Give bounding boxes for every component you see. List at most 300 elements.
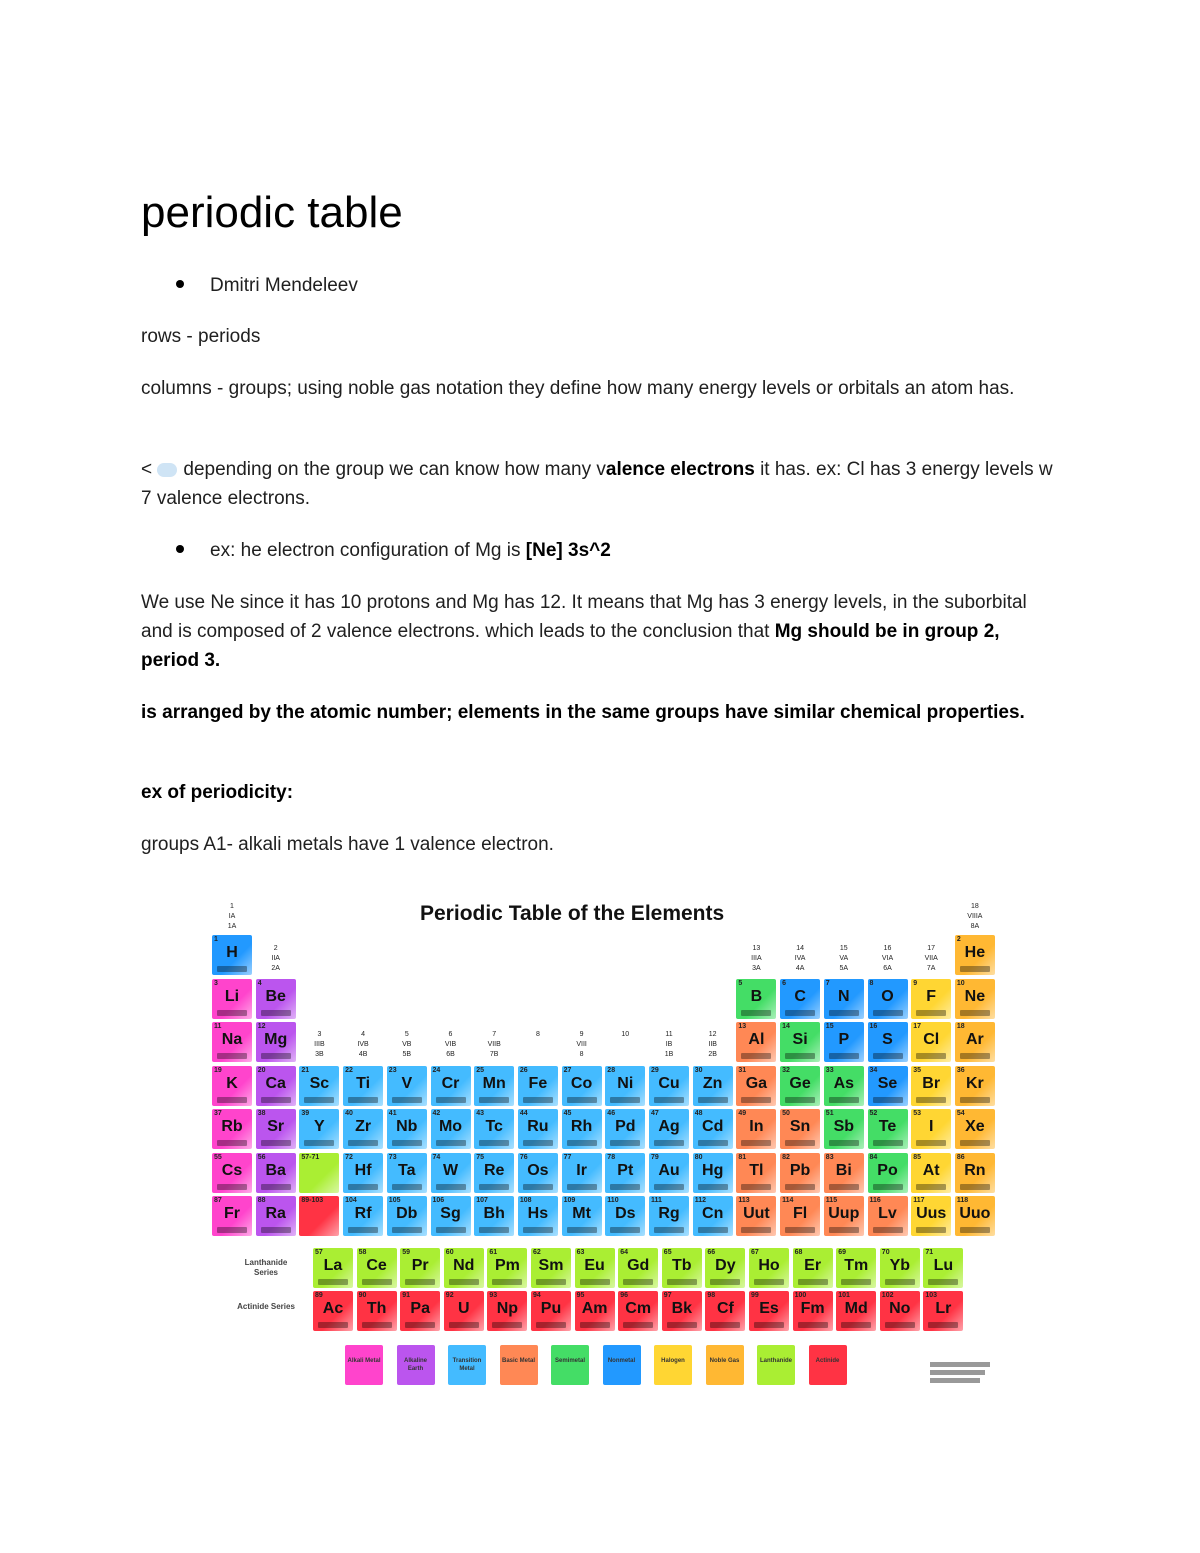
element-cell	[911, 1022, 951, 1062]
atomic-number: 117	[913, 1197, 925, 1204]
element-cell	[474, 1066, 514, 1106]
element-symbol: Te	[878, 1118, 897, 1135]
element-name-mark	[261, 1010, 291, 1016]
element-cell	[299, 1066, 339, 1106]
atomic-number: 73	[388, 1153, 397, 1161]
atomic-number: 103	[925, 1292, 938, 1299]
element-symbol: Fe	[528, 1074, 548, 1092]
atomic-number: 27	[563, 1066, 572, 1074]
element-symbol: Ag	[658, 1118, 680, 1135]
element-name-mark	[610, 1140, 640, 1146]
atomic-number: 93	[489, 1292, 498, 1299]
atomic-number: 113	[738, 1197, 750, 1204]
element-name-mark	[405, 1322, 435, 1328]
atomic-number: 56	[257, 1153, 266, 1161]
element-cell	[212, 1022, 252, 1062]
group-header: 12 IIB 2B	[708, 1031, 717, 1058]
element-cell	[749, 1291, 789, 1331]
element-name-mark	[960, 966, 990, 972]
element-cell	[868, 1109, 908, 1149]
element-symbol: Zr	[355, 1118, 372, 1135]
atomic-number: 64	[620, 1249, 628, 1256]
element-name-mark	[873, 1010, 903, 1016]
element-name-mark	[873, 1053, 903, 1059]
element-symbol: H	[226, 944, 238, 961]
element-name-mark	[841, 1322, 871, 1328]
element-name-mark	[436, 1184, 466, 1190]
element-symbol: Cs	[221, 1161, 243, 1179]
element-cell	[313, 1291, 353, 1331]
element-symbol: Ir	[576, 1161, 587, 1179]
element-name-mark	[523, 1227, 553, 1233]
atomic-number: 51	[825, 1110, 834, 1117]
element-cell	[256, 1022, 296, 1062]
element-name-mark	[567, 1227, 597, 1233]
arranged-paragraph	[141, 698, 1061, 727]
element-name-mark	[536, 1322, 566, 1328]
bullet-mg-config	[176, 536, 611, 565]
arranged-bold: is arranged by the atomic number; elements in the same groups have similar chemical properties.	[141, 702, 1025, 723]
atomic-number: 2	[956, 936, 961, 943]
element-symbol: Ga	[745, 1074, 768, 1092]
atomic-number: 54	[956, 1110, 965, 1117]
atomic-number: 114	[782, 1197, 794, 1204]
element-cell	[749, 1248, 789, 1288]
group-header: 17 VIIA 7A	[924, 945, 938, 972]
element-symbol: K	[226, 1074, 238, 1092]
element-name-mark	[785, 1227, 815, 1233]
element-cell	[212, 1196, 252, 1236]
element-symbol: Uus	[916, 1205, 947, 1222]
element-name-mark	[217, 1053, 247, 1059]
group-header: 1 IA 1A	[227, 903, 237, 930]
atomic-number: 98	[707, 1292, 716, 1299]
element-cell	[868, 1066, 908, 1106]
atomic-number: 8	[869, 979, 874, 987]
element-symbol: Ba	[265, 1161, 286, 1179]
element-cell	[780, 1022, 820, 1062]
atomic-number: 32	[782, 1066, 790, 1074]
element-cell	[387, 1153, 427, 1193]
element-name-mark	[829, 1184, 859, 1190]
element-cell	[431, 1153, 471, 1193]
element-cell	[605, 1066, 645, 1106]
atomic-number: 38	[257, 1110, 266, 1117]
element-symbol: Po	[877, 1161, 898, 1179]
element-cell	[531, 1248, 571, 1288]
element-symbol: Pm	[494, 1257, 520, 1274]
element-symbol: Be	[265, 987, 286, 1005]
element-symbol: Hs	[527, 1205, 549, 1222]
bullet-text: ex: he electron configuration of Mg is	[210, 540, 526, 561]
element-cell	[212, 1066, 252, 1106]
element-symbol: Zn	[702, 1074, 723, 1092]
atomic-number: 5	[738, 979, 743, 987]
element-name-mark	[362, 1322, 392, 1328]
ne-text: We use Ne since it has 10 protons and Mg has 12. It means that Mg has 3 energy levels, in the suborbital and is composed of 2 valence electrons. which leads to the conclusion that	[141, 592, 1027, 642]
legend-swatch-basic: Basic Metal	[500, 1345, 538, 1385]
element-name-mark	[916, 1140, 946, 1146]
element-name-mark	[741, 1184, 771, 1190]
atomic-number: 37	[214, 1110, 222, 1117]
element-name-mark	[217, 1227, 247, 1233]
atomic-number: 31	[738, 1066, 747, 1074]
element-name-mark	[785, 1097, 815, 1103]
element-cell	[518, 1153, 558, 1193]
atomic-number: 86	[956, 1153, 965, 1161]
element-cell	[256, 979, 296, 1019]
legend-swatch-lanthanide: Lanthanide	[757, 1345, 795, 1385]
legend-swatch-semimetal: Semimetal	[551, 1345, 589, 1385]
periodicity-bold: ex of periodicity:	[141, 782, 294, 803]
element-symbol: Xe	[965, 1118, 985, 1135]
element-cell	[911, 979, 951, 1019]
atomic-number: 9	[913, 979, 918, 987]
element-name-mark	[567, 1184, 597, 1190]
element-symbol: S	[882, 1031, 893, 1048]
element-name-mark	[392, 1097, 422, 1103]
element-name-mark	[698, 1184, 728, 1190]
element-name-mark	[436, 1097, 466, 1103]
legend-swatch-alkali: Alkali Metal	[345, 1345, 383, 1385]
element-name-mark	[829, 1097, 859, 1103]
element-cell	[313, 1248, 353, 1288]
element-cell	[487, 1291, 527, 1331]
element-name-mark	[405, 1279, 435, 1285]
atomic-number: 92	[445, 1292, 454, 1299]
element-cell	[387, 1109, 427, 1149]
element-cell	[662, 1291, 702, 1331]
lanthanide-series-label: Lanthanide Series	[244, 1258, 288, 1277]
periodicity-heading	[141, 778, 1061, 807]
element-name-mark	[698, 1097, 728, 1103]
atomic-number: 77	[563, 1153, 572, 1161]
atomic-number: 61	[489, 1249, 498, 1256]
element-name-mark	[610, 1184, 640, 1190]
legend-swatch-actinide: Actinide	[809, 1345, 847, 1385]
element-symbol: Bh	[483, 1205, 505, 1222]
element-name-mark	[449, 1279, 479, 1285]
element-name-mark	[261, 1184, 291, 1190]
element-cell	[736, 1196, 776, 1236]
element-cell	[562, 1109, 602, 1149]
valence-bold: alence electrons	[605, 459, 755, 480]
atomic-number: 95	[576, 1292, 585, 1299]
atomic-number: 82	[782, 1153, 790, 1161]
element-symbol: Os	[527, 1161, 549, 1179]
element-cell	[387, 1196, 427, 1236]
element-cell	[868, 1022, 908, 1062]
element-symbol: F	[926, 987, 937, 1005]
element-cell	[212, 935, 252, 975]
element-symbol: Tl	[749, 1161, 764, 1179]
group-header: 11 IB 1B	[664, 1031, 674, 1058]
atomic-number: 16	[869, 1023, 878, 1030]
element-name-mark	[710, 1322, 740, 1328]
element-cell	[518, 1196, 558, 1236]
group-header: 9 VIII 8	[576, 1031, 587, 1058]
ne-paragraph	[141, 588, 1061, 675]
element-symbol: Re	[483, 1161, 505, 1179]
atomic-number: 20	[257, 1066, 266, 1074]
group-header: 4 IVB 4B	[357, 1031, 369, 1058]
element-symbol: Sm	[538, 1257, 564, 1274]
valence-text-b: it has. ex: Cl has 3 energy levels w 7 valence electrons.	[141, 459, 1053, 509]
element-cell	[923, 1291, 963, 1331]
group-header: 7 VIIB 7B	[487, 1031, 501, 1058]
atomic-number: 67	[751, 1249, 759, 1256]
element-cell	[836, 1248, 876, 1288]
element-symbol: Ge	[789, 1074, 811, 1092]
element-symbol: P	[838, 1031, 850, 1048]
element-symbol: Tb	[672, 1257, 692, 1274]
element-name-mark	[217, 1010, 247, 1016]
bullet-mendeleev	[176, 271, 358, 300]
element-name-mark	[479, 1227, 509, 1233]
atomic-number: 88	[257, 1197, 266, 1204]
atomic-number: 110	[607, 1197, 619, 1204]
element-symbol: La	[323, 1257, 343, 1274]
bullet-dot	[176, 280, 184, 288]
atomic-number: 84	[869, 1153, 878, 1161]
element-symbol: Au	[658, 1161, 680, 1179]
element-cell	[911, 1153, 951, 1193]
element-name-mark	[348, 1140, 378, 1146]
element-symbol: Sg	[440, 1205, 461, 1222]
atomic-number: 40	[345, 1110, 353, 1117]
element-name-mark	[348, 1227, 378, 1233]
element-cell	[562, 1066, 602, 1106]
actinide-series-label: Actinide Series	[237, 1302, 295, 1311]
figure-title: Periodic Table of the Elements	[420, 902, 725, 925]
element-name-mark	[580, 1279, 610, 1285]
element-name-mark	[304, 1097, 334, 1103]
element-symbol: Ar	[966, 1031, 984, 1048]
element-name-mark	[960, 1227, 990, 1233]
atomic-number: 100	[794, 1292, 807, 1299]
element-symbol: Ta	[398, 1161, 416, 1179]
atomic-number: 59	[402, 1249, 410, 1256]
atomic-number: 36	[956, 1066, 965, 1074]
element-name-mark	[885, 1279, 915, 1285]
element-cell	[562, 1153, 602, 1193]
legend-swatch-nonmetal: Nonmetal	[603, 1345, 641, 1385]
element-cell	[256, 1196, 296, 1236]
element-name-mark	[523, 1097, 553, 1103]
atomic-number: 99	[751, 1292, 759, 1299]
element-name-mark	[654, 1140, 684, 1146]
element-name-mark	[960, 1053, 990, 1059]
element-name-mark	[785, 1053, 815, 1059]
element-name-mark	[261, 1227, 291, 1233]
atomic-number: 94	[533, 1292, 541, 1299]
element-name-mark	[698, 1227, 728, 1233]
element-cell	[299, 1109, 339, 1149]
element-symbol: Ru	[527, 1118, 549, 1135]
swan-emoji-icon	[157, 463, 177, 477]
group-header: 6 VIB 6B	[444, 1031, 457, 1058]
atomic-number: 46	[607, 1110, 616, 1117]
element-name-mark	[610, 1097, 640, 1103]
element-symbol: Pr	[411, 1257, 429, 1274]
element-symbol: Cf	[716, 1300, 734, 1317]
group-header: 2 IIA 2A	[271, 945, 280, 972]
element-symbol: Ca	[265, 1074, 286, 1092]
element-cell	[824, 1109, 864, 1149]
atomic-number: 17	[913, 1023, 921, 1030]
element-symbol: Lu	[933, 1257, 954, 1274]
atomic-number: 4	[257, 979, 262, 987]
element-name-mark	[623, 1322, 653, 1328]
atomic-number: 80	[694, 1153, 703, 1161]
element-cell	[693, 1109, 733, 1149]
element-name-mark	[885, 1322, 915, 1328]
atomic-number: 12	[257, 1023, 266, 1030]
element-cell	[387, 1066, 427, 1106]
ne-bold: Mg should be in group 2, period 3.	[141, 621, 1000, 671]
element-name-mark	[798, 1279, 828, 1285]
element-symbol: Pa	[410, 1300, 430, 1317]
element-name-mark	[362, 1279, 392, 1285]
group-header: 10	[621, 1031, 630, 1038]
element-cell	[780, 1153, 820, 1193]
element-cell	[431, 1196, 471, 1236]
element-name-mark	[654, 1227, 684, 1233]
lt-symbol: <	[141, 459, 158, 480]
element-cell	[357, 1248, 397, 1288]
atomic-number: 13	[738, 1023, 747, 1030]
atomic-number: 91	[402, 1292, 410, 1299]
element-name-mark	[654, 1184, 684, 1190]
element-symbol: Sb	[833, 1118, 855, 1135]
element-cell	[911, 1066, 951, 1106]
config-bold: [Ne] 3s^2	[525, 540, 611, 561]
element-cell	[793, 1291, 833, 1331]
element-cell	[343, 1109, 383, 1149]
element-name-mark	[916, 1010, 946, 1016]
element-cell	[444, 1291, 484, 1331]
atomic-number: 29	[651, 1066, 659, 1074]
element-name-mark	[754, 1322, 784, 1328]
element-name-mark	[479, 1184, 509, 1190]
element-symbol: Cl	[923, 1031, 940, 1048]
atomic-number: 90	[358, 1292, 367, 1299]
element-cell	[649, 1153, 689, 1193]
element-cell	[618, 1248, 658, 1288]
element-cell	[343, 1153, 383, 1193]
element-name-mark	[829, 1227, 859, 1233]
atomic-number: 33	[825, 1066, 834, 1074]
element-cell	[562, 1196, 602, 1236]
atomic-number: 68	[794, 1249, 803, 1256]
element-symbol: Rg	[658, 1205, 680, 1222]
element-cell	[780, 1109, 820, 1149]
element-symbol: U	[458, 1300, 470, 1317]
atomic-number: 101	[838, 1292, 850, 1299]
element-symbol: Hf	[354, 1161, 372, 1179]
element-cell	[618, 1291, 658, 1331]
atomic-number: 30	[694, 1066, 703, 1074]
element-name-mark	[741, 1097, 771, 1103]
atomic-number: 42	[432, 1110, 441, 1117]
atomic-number: 96	[620, 1292, 628, 1299]
element-cell	[824, 1153, 864, 1193]
atomic-number: 47	[651, 1110, 659, 1117]
element-symbol: As	[833, 1074, 855, 1092]
page-title: periodic table	[141, 188, 403, 237]
element-symbol: Kr	[966, 1074, 984, 1092]
element-cell	[431, 1109, 471, 1149]
element-cell	[431, 1066, 471, 1106]
element-cell	[474, 1109, 514, 1149]
atomic-number: 106	[432, 1197, 445, 1204]
element-symbol: Lv	[878, 1205, 897, 1222]
element-symbol: Cm	[625, 1300, 652, 1317]
element-cell	[911, 1109, 951, 1149]
element-name-mark	[928, 1279, 958, 1285]
element-name-mark	[217, 1184, 247, 1190]
element-name-mark	[261, 1053, 291, 1059]
atomic-number: 83	[825, 1153, 834, 1161]
element-symbol: Bk	[671, 1300, 693, 1317]
element-name-mark	[261, 1140, 291, 1146]
element-cell	[605, 1109, 645, 1149]
element-cell	[923, 1248, 963, 1288]
group-header: 14 IVA 4A	[794, 945, 806, 972]
atomic-number: 111	[651, 1197, 662, 1204]
element-cell	[880, 1291, 920, 1331]
group-header: 13 IIIA 3A	[751, 945, 762, 972]
atomic-number: 72	[345, 1153, 353, 1161]
element-symbol: Nd	[453, 1257, 475, 1274]
element-name-mark	[873, 1227, 903, 1233]
element-symbol: Al	[748, 1031, 765, 1048]
element-symbol: Yb	[889, 1257, 911, 1274]
element-name-mark	[523, 1184, 553, 1190]
element-cell	[693, 1196, 733, 1236]
copyright-note	[930, 1362, 1000, 1383]
element-name-mark	[436, 1227, 466, 1233]
element-symbol: Th	[366, 1300, 387, 1317]
atomic-number: 23	[388, 1066, 397, 1074]
atomic-number: 105	[388, 1197, 401, 1204]
element-cell	[824, 1066, 864, 1106]
element-name-mark	[318, 1279, 348, 1285]
element-symbol: Pd	[615, 1118, 636, 1135]
element-symbol: Fr	[224, 1205, 240, 1222]
element-symbol: Bi	[835, 1161, 852, 1179]
element-name-mark	[436, 1140, 466, 1146]
element-name-mark	[960, 1140, 990, 1146]
element-cell	[575, 1248, 615, 1288]
element-symbol: N	[838, 987, 850, 1005]
element-symbol: Ni	[617, 1074, 634, 1092]
element-cell	[955, 1066, 995, 1106]
element-symbol: Ho	[758, 1257, 780, 1274]
atomic-number: 66	[707, 1249, 716, 1256]
element-name-mark	[667, 1322, 697, 1328]
element-cell	[605, 1196, 645, 1236]
element-symbol: Fl	[792, 1205, 808, 1222]
element-name-mark	[928, 1322, 958, 1328]
element-name-mark	[873, 1140, 903, 1146]
element-cell	[400, 1291, 440, 1331]
element-cell	[780, 1066, 820, 1106]
atomic-number: 62	[533, 1249, 541, 1256]
groups-line: groups A1- alkali metals have 1 valence electron.	[141, 834, 554, 855]
element-symbol: Gd	[627, 1257, 650, 1274]
atomic-number: 115	[825, 1197, 838, 1204]
